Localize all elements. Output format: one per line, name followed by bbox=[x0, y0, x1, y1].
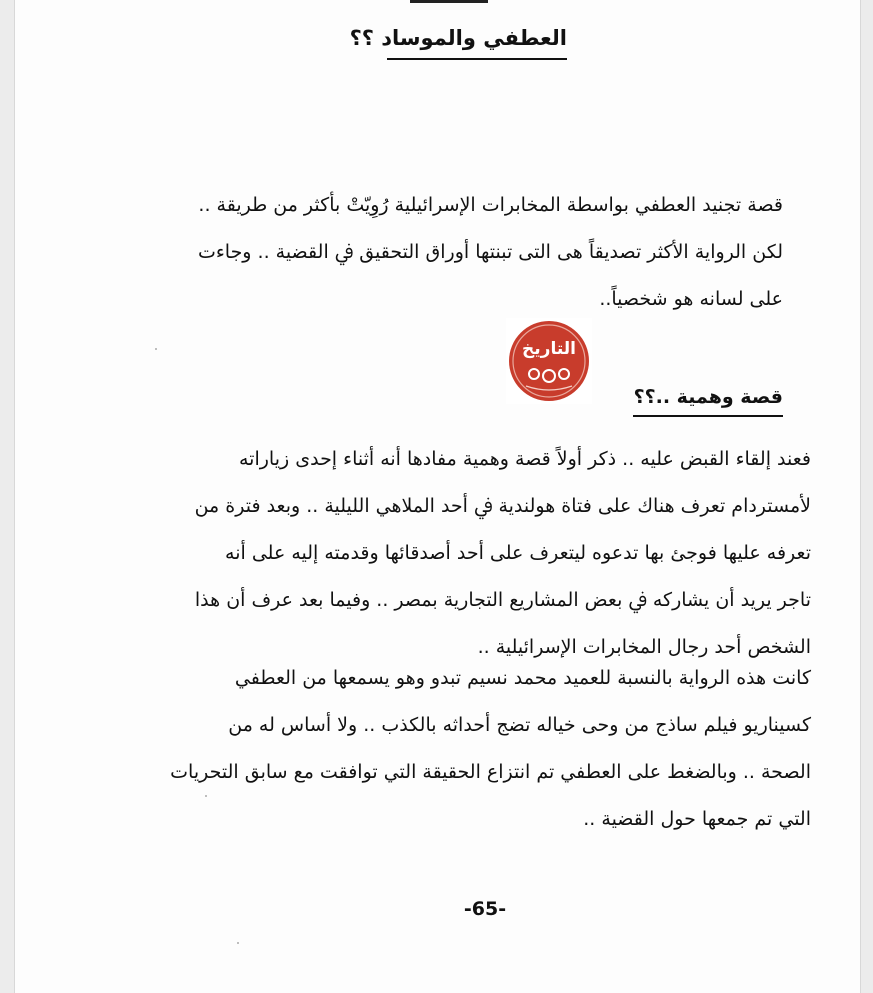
page-number: -65- bbox=[463, 898, 507, 920]
history-stamp-logo bbox=[506, 318, 592, 404]
intro-paragraph bbox=[145, 182, 783, 323]
section-title: قصة وهمية ..؟؟ bbox=[633, 386, 783, 408]
section-line: تاجر يريد أن يشاركه ﰲ بعض المشاريع التجارية بمصر .. وفيما بعد عرف أن هذا bbox=[194, 589, 811, 611]
paper-speck bbox=[237, 942, 239, 944]
document-page bbox=[14, 0, 861, 993]
section-line: لأمستردام تعرف هناك على فتاة هولندية ﰲ أحد الملاهي الليلية .. وبعد فترة من bbox=[194, 495, 811, 517]
closing-paragraph bbox=[125, 655, 811, 843]
intro-line: على لسانه هو شخصياً.. bbox=[599, 288, 783, 310]
paper-speck bbox=[155, 348, 157, 350]
intro-line: قصة تجنيد العطفي بواسطة المخابرات الإسرائيلية رُوِيّتْ بأكثر من طريقة .. bbox=[198, 194, 783, 216]
section-paragraph bbox=[125, 436, 811, 671]
paper-speck bbox=[205, 795, 207, 797]
closing-line: كانت هذه الرواية بالنسبة للعميد محمد نسيم تبدو وهو يسمعها من العطفي bbox=[234, 667, 811, 689]
title-underline bbox=[387, 58, 567, 60]
section-line: تعرفه عليها فوجئ بها تدعوه ليتعرف على أحد أصدقائها وقدمته إليه على أنه bbox=[225, 542, 811, 564]
svg-text:التاريخ: التاريخ bbox=[522, 339, 576, 359]
intro-line: لكن الرواية الأكثر تصديقاً هى التى تبنتها أوراق التحقيق ﰲ القضية .. وجاءت bbox=[197, 241, 783, 263]
top-rule bbox=[410, 0, 488, 3]
closing-line: التي تم جمعها حول القضية .. bbox=[583, 808, 811, 830]
section-title-underline bbox=[633, 415, 783, 417]
section-line: فعند إلقاء القبض عليه .. ذكر أولاً قصة وهمية مفادها أنه أثناء إحدى زياراته bbox=[239, 448, 811, 470]
section-line: الشخص أحد رجال المخابرات الإسرائيلية .. bbox=[477, 636, 811, 658]
page-title: العطفي والموساد ؟؟ bbox=[349, 26, 567, 50]
closing-line: كسيناريو فيلم ساذج من وحى خياله تضج أحداثه بالكذب .. ولا أساس له من bbox=[228, 714, 811, 736]
closing-line: الصحة .. وبالضغط على العطفي تم انتزاع الحقيقة التي توافقت مع سابق التحريات bbox=[170, 761, 811, 783]
